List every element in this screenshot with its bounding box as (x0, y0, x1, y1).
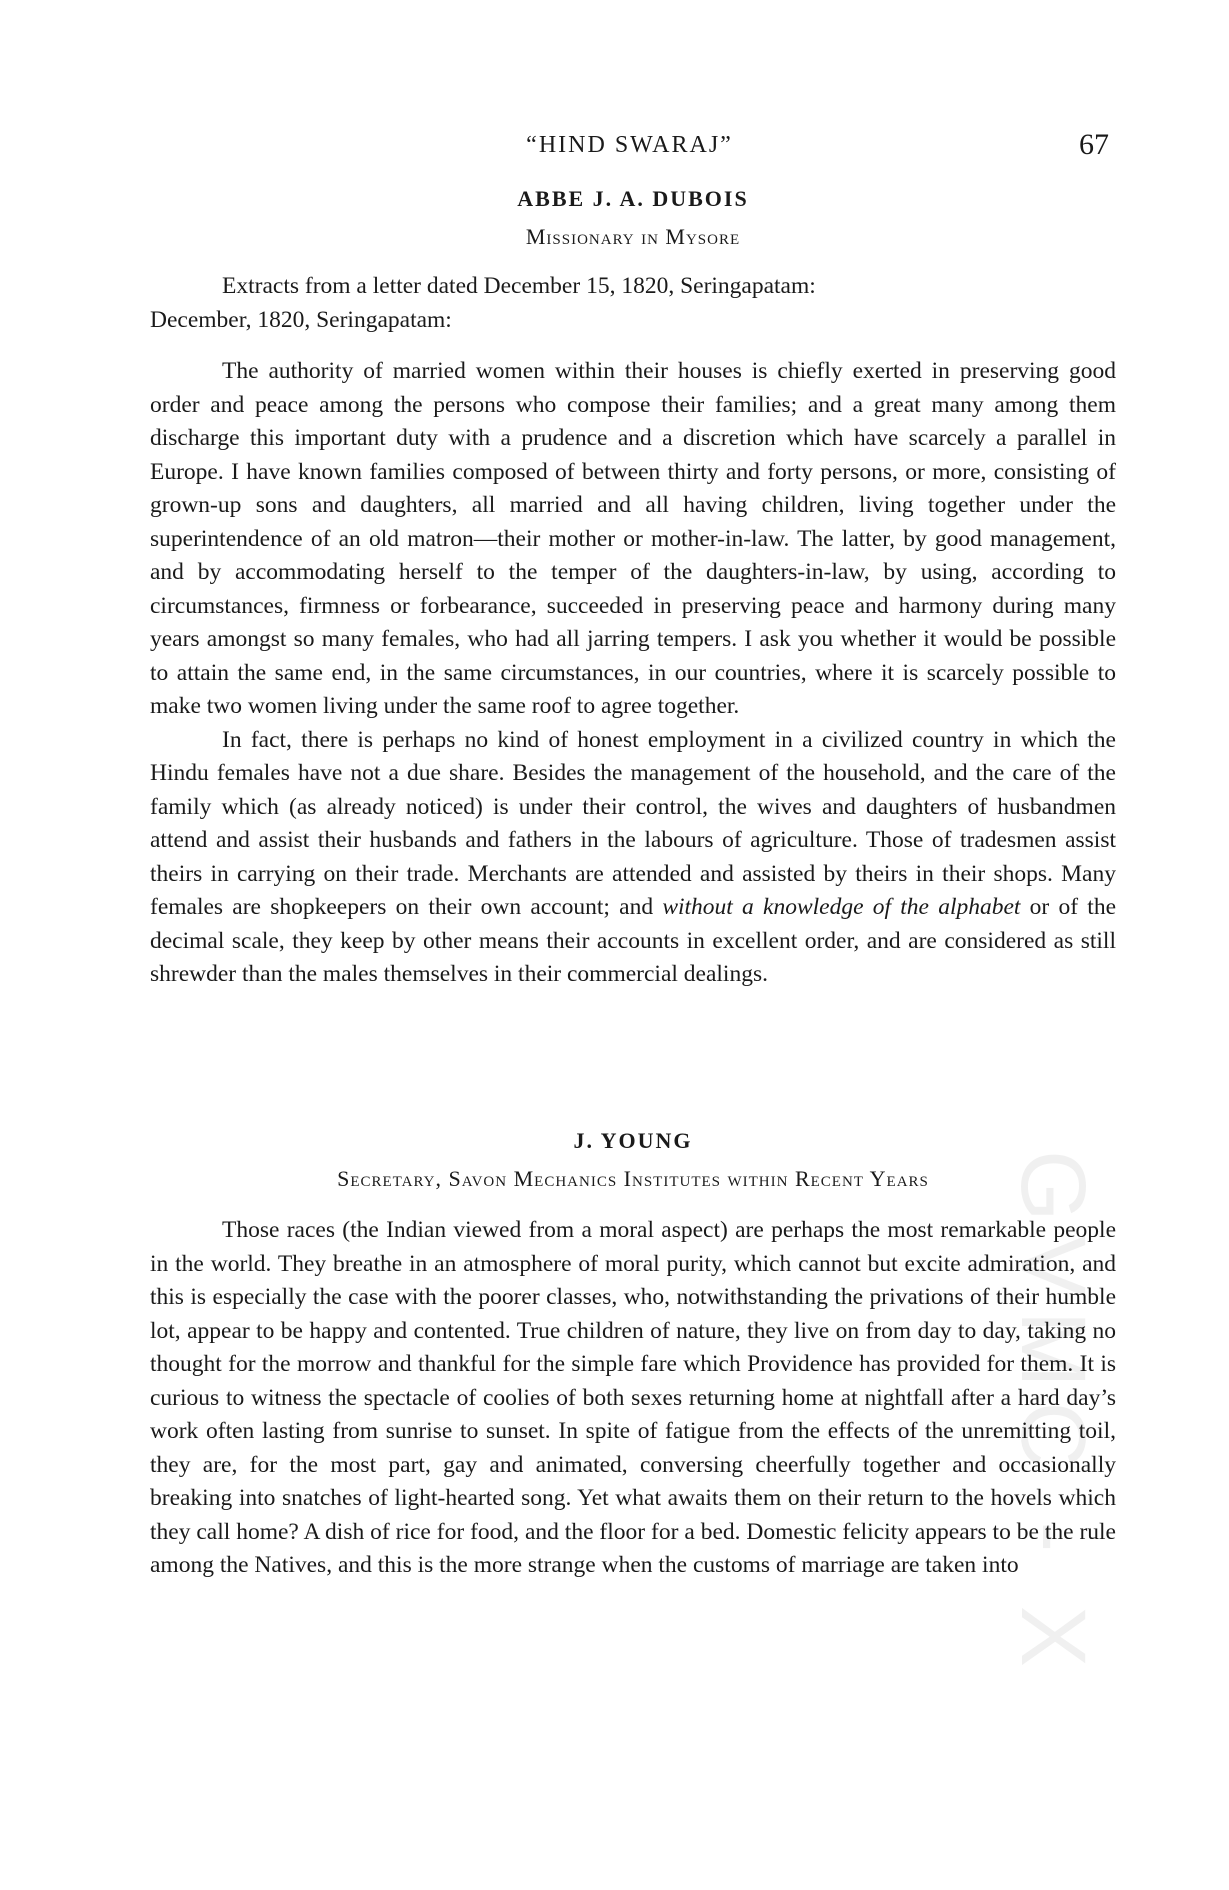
italic-phrase: without a knowledge of the alphabet (662, 894, 1021, 920)
section-young (150, 1128, 1116, 1583)
author-heading: ABBE J. A. DUBOIS (517, 186, 749, 211)
body-paragraph: Those races (the Indian viewed from a moral aspect) are perhaps the most remarkable people in the world. They breathe in an atmosphere of moral purity, which cannot but excite admiration, and this is especially the case with the poorer classes, who, notwithstanding the privations of their humble lot, appear to be happy and contented. True children of nature, they live on from day to day, taking no thought for the morrow and thankful for the simple fare which Providence has provided for them. It is curious to witness the spectacle of coolies of both sexes returning home at nightfall after a hard day’s work often lasting from sunrise to sunset. In spite of fatigue from the effects of the unremitting toil, they are, for the most part, gay and animated, conversing cheerfully together and occasionally breaking into snatches of light-hearted song. Yet what awaits them on their return to the hovels which they call home? A dish of rice for food, and the floor for a bed. Domestic felicity appears to be the rule among the Natives, and this is the more strange when the customs of marriage are taken into (150, 1217, 1116, 1578)
running-head (150, 128, 1109, 168)
body-paragraph: The authority of married women within their houses is chiefly exerted in preserving good order and peace among the persons who compose their families; and a great many among them discharge this important duty with a prudence and a discretion which have scarcely a parallel in Europe. I have known families composed of between thirty and forty persons, or more, consisting of grown-up sons and daughters, all married and all having children, living together under the superintendence of an old matron—their mother or mother-in-law. The latter, by good management, and by accommodating herself to the temper of the daughters-in-law, by using, according to circumstances, firmness or forbearance, succeeded in preserving peace and harmony during many years amongst so many females, who had all jarring tempers. I ask you whether it would be possible to attain the same end, in the same circumstances, in our countries, where it is scarcely possible to make two women living under the same roof to agree together. (150, 358, 1116, 719)
watermark: GVMC - X (1002, 1150, 1104, 1682)
author-role: Missionary in Mysore (525, 224, 741, 249)
intro-line: December, 1820, Seringapatam: (150, 306, 452, 333)
intro-line: Extracts from a letter dated December 15, 1820, Seringapatam: (222, 273, 816, 299)
section-dubois (150, 186, 1116, 992)
body-paragraph (150, 724, 1116, 992)
author-role: Secretary, Savon Mechanics Institutes within Recent Years (337, 1166, 929, 1191)
page-number: 67 (1079, 128, 1109, 161)
paragraph-text: or of the decimal scale, they keep by other means their accounts in excellent order, and are considered as still shrewder than the males themselves in their commercial dealings. (150, 894, 1116, 987)
author-heading: J. YOUNG (573, 1128, 693, 1153)
paragraph-text: In fact, there is perhaps no kind of honest employment in a civilized country in which the Hindu females have not a due share. Besides the management of the household, and the care of the family which (as already noticed) is under their control, the wives and daughters of husbandmen attend and assist their husbands and fathers in the labours of agriculture. Those of tradesmen assist theirs in carrying on their trade. Merchants are attended and assisted by theirs in their shops. Many females are shopkeepers on their own account; and (150, 726, 1116, 920)
intro-text (150, 270, 1116, 337)
running-title: “HIND SWARAJ” (526, 132, 733, 158)
